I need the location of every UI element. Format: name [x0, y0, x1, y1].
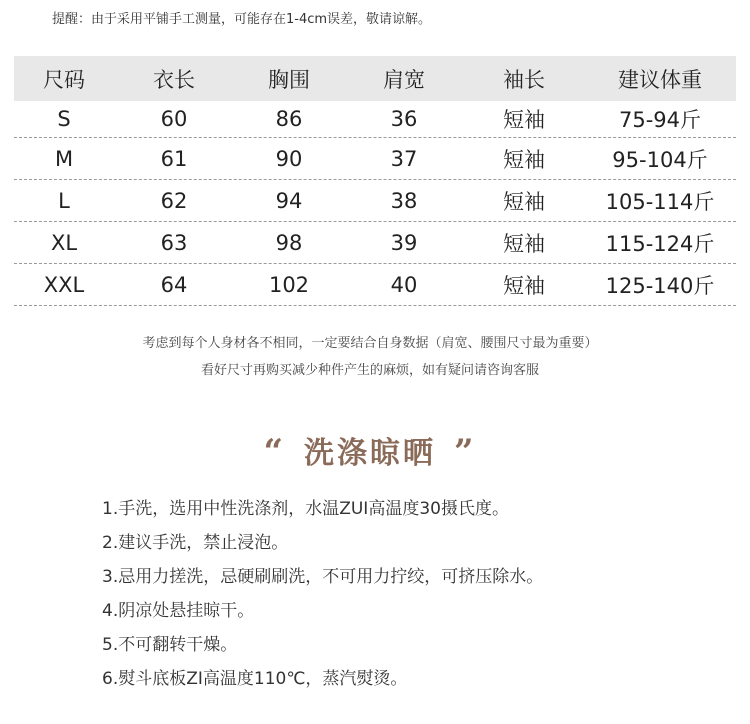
- sizing-note: 看好尺寸再购买减少种件产生的麻烦，如有疑问请咨询客服: [200, 363, 539, 378]
- cell-length: 60: [160, 107, 188, 131]
- cell-chest: 86: [275, 107, 303, 131]
- cell-length: 62: [160, 188, 188, 213]
- cell-size: XL: [50, 230, 78, 255]
- cell-chest: 98: [275, 230, 303, 255]
- list-item: 2.建议手洗，禁止浸泡。: [102, 533, 289, 553]
- cell-weight: 125-140斤: [605, 273, 715, 298]
- cell-size: S: [57, 107, 71, 131]
- cell-sleeve: 短袖: [503, 108, 545, 132]
- cell-weight: 75-94斤: [618, 108, 702, 132]
- header-length: 衣长: [153, 67, 195, 92]
- table-row: [14, 264, 736, 306]
- cell-weight: 105-114斤: [605, 189, 715, 214]
- table-row: [14, 138, 736, 180]
- open-quote-mark: “: [263, 432, 286, 472]
- header-size: 尺码: [43, 67, 85, 92]
- list-item: 1.手洗，选用中性洗涤剂，水温ZUI高温度30摄氏度。: [102, 499, 509, 519]
- cell-size: M: [54, 146, 74, 171]
- cell-length: 64: [160, 272, 188, 297]
- header-shoulder: 肩宽: [383, 67, 425, 92]
- measurement-tip: 提醒：由于采用平铺手工测量，可能存在1-4cm误差，敬请谅解。: [52, 12, 432, 27]
- header-sleeve: 袖长: [503, 67, 545, 92]
- cell-chest: 102: [268, 272, 310, 297]
- sizing-note: 考虑到每个人身材各不相同，一定要结合自身数据（肩宽、腰围尺寸最为重要）: [142, 336, 598, 351]
- table-row: [14, 222, 736, 264]
- cell-shoulder: 39: [390, 230, 418, 255]
- cell-shoulder: 37: [390, 146, 418, 171]
- list-item: 6.熨斗底板ZI高温度110℃，蒸汽熨烫。: [102, 669, 408, 689]
- size-table: [14, 56, 736, 306]
- cell-shoulder: 38: [390, 188, 418, 213]
- table-row: [14, 101, 736, 138]
- list-item: 3.忌用力搓洗，忌硬刷刷洗，不可用力拧绞，可挤压除水。: [102, 567, 544, 587]
- table-row: [14, 180, 736, 222]
- list-item: 5.不可翻转干燥。: [102, 635, 238, 655]
- close-quote-mark: ”: [454, 432, 477, 472]
- cell-chest: 90: [275, 146, 303, 171]
- wash-instructions: [102, 497, 543, 701]
- cell-length: 61: [160, 146, 188, 171]
- cell-length: 63: [160, 230, 188, 255]
- cell-weight: 115-124斤: [605, 231, 715, 256]
- header-chest: 胸围: [268, 67, 310, 92]
- cell-sleeve: 短袖: [503, 189, 545, 214]
- size-table-header: [14, 56, 736, 101]
- cell-sleeve: 短袖: [503, 273, 545, 298]
- cell-chest: 94: [275, 188, 303, 213]
- cell-sleeve: 短袖: [503, 147, 545, 172]
- header-weight: 建议体重: [618, 67, 702, 92]
- cell-size: XXL: [43, 272, 85, 297]
- cell-size: L: [58, 188, 70, 213]
- cell-shoulder: 40: [390, 272, 418, 297]
- wash-section-title: [0, 428, 740, 472]
- list-item: 4.阴凉处悬挂晾干。: [102, 601, 255, 621]
- cell-sleeve: 短袖: [503, 231, 545, 256]
- cell-shoulder: 36: [390, 107, 418, 131]
- cell-weight: 95-104斤: [612, 147, 708, 172]
- wash-title-text: 洗涤晾晒: [304, 436, 436, 471]
